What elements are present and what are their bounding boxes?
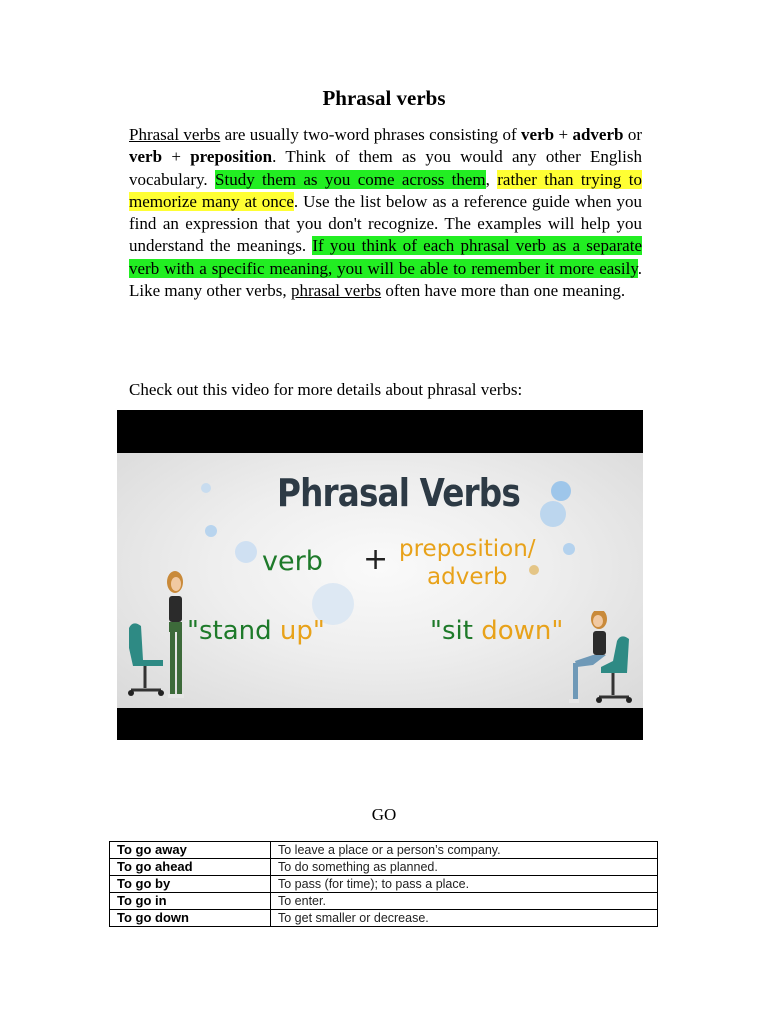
prep-line1: preposition/ [399,536,536,562]
video-title: Phrasal Verbs [277,471,520,515]
video-caption: Check out this video for more details about phrasal verbs: [129,380,523,399]
text-run: + [162,147,191,167]
bubble-decoration [201,483,211,493]
verb-term: To go ahead [110,859,271,876]
verb-term: To go away [110,842,271,859]
table-row [110,893,658,910]
verb-definition: To get smaller or decrease. [271,910,658,927]
bold-adverb: adverb [572,125,624,144]
highlight-green: If you think of each phrasal verb as a separate verb with a specific meaning, you will be able to remember it more easily [129,236,642,278]
page-title: Phrasal verbs [322,86,446,110]
highlight-green: Study them as you come across them [215,169,486,189]
verb-definition: To enter. [271,893,658,910]
bold-verb: verb [521,125,555,144]
sitting-girl-illustration [551,611,643,708]
term-phrasal-verbs: Phrasal verbs [129,125,221,144]
example-sit-a: "sit [430,616,482,646]
standing-girl-illustration [119,568,191,708]
video-thumbnail[interactable] [117,453,643,708]
verb-definition: To leave a place or a person’s company. [271,842,658,859]
section-heading-go: GO [371,805,397,824]
table-row [110,910,658,927]
example-stand-a: "stand [187,616,280,646]
example-sit-down [430,616,563,646]
bold-verb: verb [129,147,163,167]
verb-definition: To do something as planned. [271,859,658,876]
example-sit-b: down" [481,616,564,646]
text-run: often have more than one meaning. [381,281,626,301]
video-plus-label: + [363,542,389,577]
text-run: + [554,125,573,144]
verb-definition: To pass (for time); to pass a place. [271,876,658,893]
example-stand-b: up" [279,616,325,646]
text-run: , [485,169,498,189]
text-run: . Like many other verbs, [129,258,642,301]
text-run: . Use the list below as a reference guide when you find an expression that you don't recognize. The examples will help you understand the meanings. [129,191,642,256]
bubble-decoration [540,501,566,527]
video-verb-label: verb [262,546,323,577]
text-run: or [623,125,643,144]
text-run: are usually two-word phrases consisting of [220,125,522,144]
table-row [110,876,658,893]
prep-line2: adverb [427,564,508,590]
text-run: . Think of them as you would any other English vocabulary. [129,147,642,189]
table-row [110,842,658,859]
bubble-decoration [235,541,257,563]
phrasal-verbs-table [109,841,658,927]
term-phrasal-verbs: phrasal verbs [290,281,382,301]
example-stand-up [187,616,325,646]
table-row [110,859,658,876]
verb-term: To go down [110,910,271,927]
bubble-decoration [551,481,571,501]
highlight-yellow: rather than trying to memorize many at once [129,169,642,211]
bubble-decoration [205,525,217,537]
video-player[interactable] [117,410,643,740]
verb-term: To go in [110,893,271,910]
video-preposition-label [399,535,536,591]
intro-paragraph [129,124,642,302]
bubble-decoration [563,543,575,555]
bold-preposition: preposition [190,147,273,167]
verb-term: To go by [110,876,271,893]
